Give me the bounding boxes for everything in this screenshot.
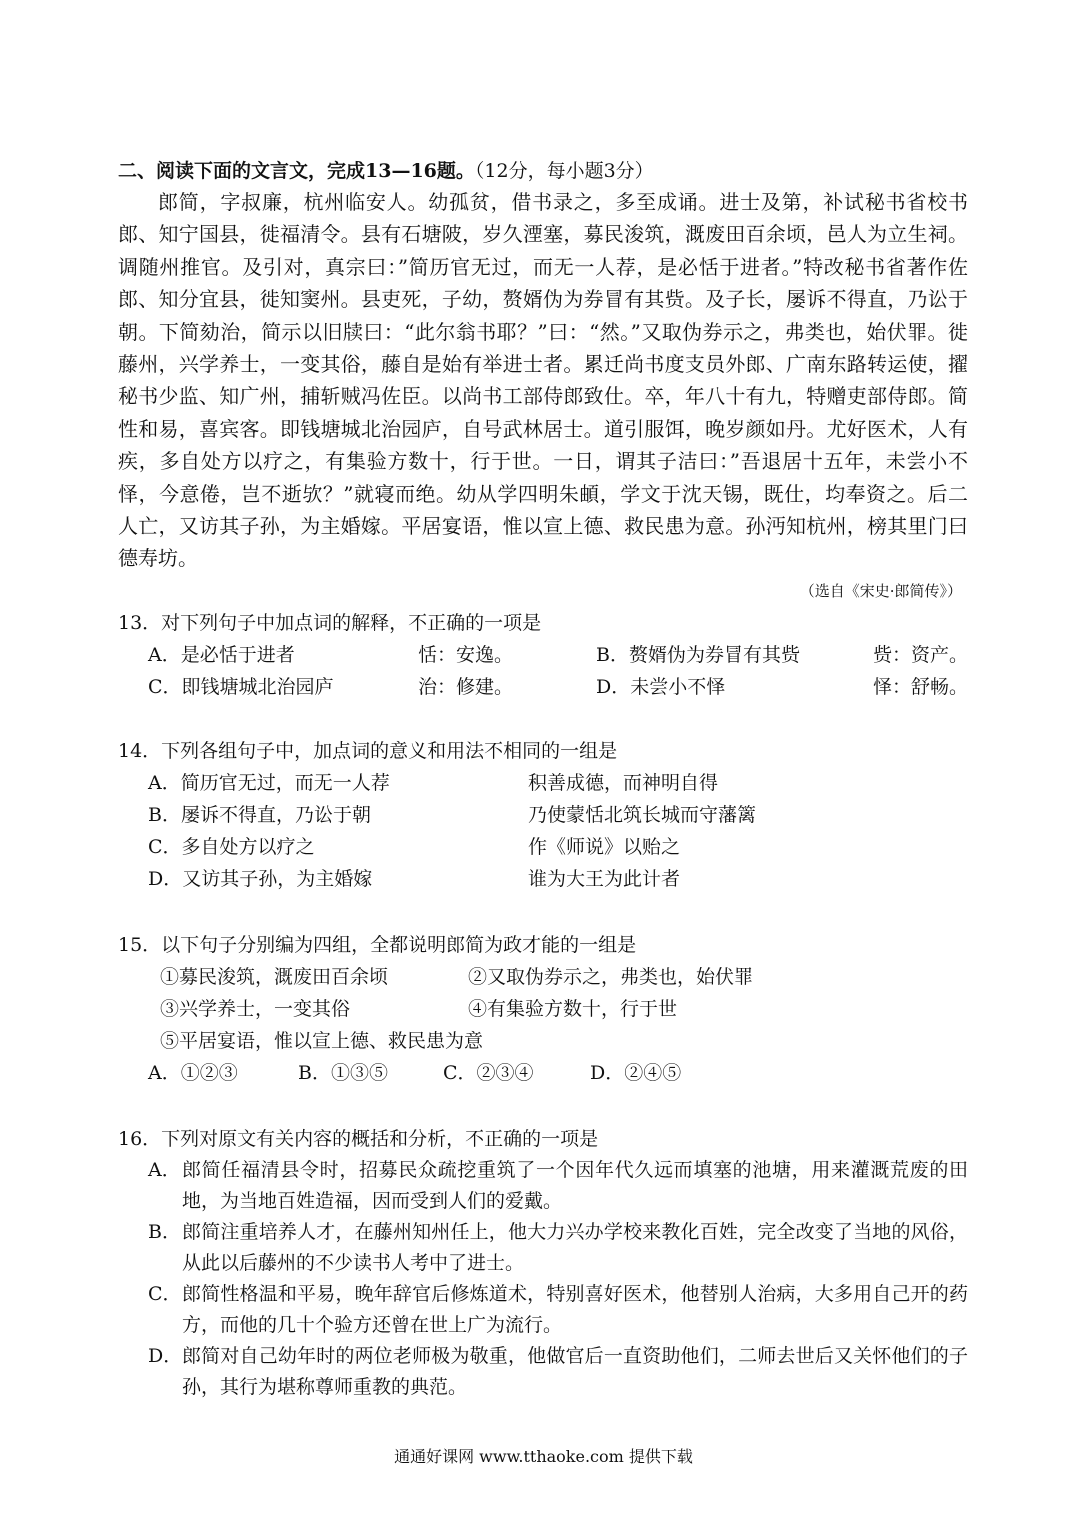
question-13-row-ab (118, 639, 978, 671)
question-15 (118, 929, 978, 1089)
section-title-note: （12分，每小题3分） (474, 160, 654, 182)
option-15a[interactable]: A．①②③ (148, 1062, 238, 1084)
statement-3: ③兴学养士，一变其俗 (160, 998, 351, 1020)
option-15c[interactable]: C．②③④ (443, 1062, 534, 1084)
question-14-stem: 14．下列各组句子中，加点词的意义和用法不相同的一组是 (118, 740, 618, 762)
statement-1: ①募民浚筑，溉废田百余顷 (160, 966, 389, 988)
option-15d[interactable]: D．②④⑤ (590, 1062, 682, 1084)
question-14-row-a[interactable] (118, 767, 978, 799)
question-15-items-12 (118, 961, 978, 993)
option-13b[interactable]: B．赘婿伪为券冒有其赀 (596, 644, 800, 666)
question-13 (118, 607, 978, 703)
option-13c-explanation: 治：修建。 (418, 676, 514, 698)
option-13d[interactable]: D．未尝小不怿 (596, 676, 726, 698)
option-14a-right: 积善成德，而神明自得 (528, 772, 719, 794)
option-14d-right: 谁为大王为此计者 (528, 868, 681, 890)
option-14b-left: B．屡诉不得直，乃讼于朝 (148, 804, 371, 826)
option-14b-right: 乃使蒙恬北筑长城而守藩篱 (528, 804, 757, 826)
question-15-stem: 15．以下句子分别编为四组，全都说明郎简为政才能的一组是 (118, 934, 637, 956)
option-13a[interactable]: A．是必恬于进者 (148, 644, 295, 666)
option-14a-left: A．简历官无过，而无一人荐 (148, 772, 390, 794)
page-footer: 通通好课网 www.tthaoke.com 提供下载 (394, 1447, 693, 1466)
option-16b-text: 郎简注重培养人才，在藤州知州任上，他大力兴办学校来教化百姓，完全改变了当地的风俗，从此以后藤州的不少读书人考中了进士。 (182, 1221, 968, 1274)
statement-4: ④有集验方数十，行于世 (468, 998, 678, 1020)
question-16-stem: 16．下列对原文有关内容的概括和分析，不正确的一项是 (118, 1128, 599, 1150)
question-13-row-cd (118, 671, 978, 703)
question-14-row-b[interactable] (118, 799, 978, 831)
option-13c[interactable]: C．即钱塘城北治园庐 (148, 676, 334, 698)
option-16c[interactable] (118, 1279, 968, 1341)
option-14c-left: C．多自处方以疗之 (148, 836, 315, 858)
option-16c-text: 郎简性格温和平易，晚年辞官后修炼道术，特别喜好医术，他替别人治病，大多用自己开的药方，而他的几十个验方还曾在世上广为流行。 (182, 1283, 968, 1336)
option-16d-text: 郎简对自己幼年时的两位老师极为敬重，他做官后一直资助他们，二师去世后又关怀他们的子孙，其行为堪称尊师重教的典范。 (182, 1345, 968, 1398)
option-15b[interactable]: B．①③⑤ (298, 1062, 388, 1084)
question-14 (118, 735, 978, 895)
option-16b[interactable] (118, 1217, 968, 1279)
question-14-row-c[interactable] (118, 831, 978, 863)
option-13d-explanation: 怿：舒畅。 (873, 676, 969, 698)
passage-source: （选自《宋史·郎简传》） (799, 582, 962, 600)
section-title-main: 二、阅读下面的文言文，完成13—16题。 (118, 160, 475, 182)
question-13-stem: 13．对下列句子中加点词的解释，不正确的一项是 (118, 612, 542, 634)
section-title (118, 156, 654, 183)
classical-passage (118, 186, 968, 575)
question-15-items-34 (118, 993, 978, 1025)
question-16 (118, 1123, 968, 1403)
option-13b-explanation: 赀：资产。 (873, 644, 969, 666)
passage-text: 郎简，字叔廉，杭州临安人。幼孤贫，借书录之，多至成诵。进士及第，补试秘书省校书郎、知宁国县，徙福清令。县有石塘陂，岁久湮塞，募民浚筑，溉废田百余顷，邑人为立生祠。调随州推官。及引对，真宗曰：”简历官无过，而无一人荐，是必恬于进者。”特改秘书省著作佐郎、知分宜县，徙知窦州。县吏死，子幼，赘婿伪为券冒有其赀。及子长，屡诉不得直，乃讼于朝。下简劾治，简示以旧牍曰：“此尔翁书耶？”曰：“然。”又取伪券示之，弗类也，始伏罪。徙藤州，兴学养士，一变其俗，藤自是始有举进士者。累迁尚书度支员外郎、广南东路转运使，擢秘书少监、知广州，捕斩贼冯佐臣。以尚书工部侍郎致仕。卒，年八十有九，特赠吏部侍郎。简性和易，喜宾客。即钱塘城北治园庐，自号武林居士。道引服饵，晚岁颜如丹。尤好医术，人有疾，多自处方以疗之，有集验方数十，行于世。一日，谓其子洁曰：”吾退居十五年，未尝小不怿，今意倦，岂不逝欤？”就寝而绝。幼从学四明朱頔，学文于沈天锡，既仕，均奉资之。后二人亡，又访其子孙，为主婚嫁。平居宴语，惟以宣上德、救民患为意。孙沔知杭州，榜其里门曰德寿坊。 (118, 190, 968, 571)
question-15-options (118, 1057, 978, 1089)
option-16d-label: D． (148, 1345, 183, 1367)
option-16c-label: C． (148, 1283, 182, 1305)
question-14-row-d[interactable] (118, 863, 978, 895)
option-16b-label: B． (148, 1221, 181, 1243)
option-16a[interactable] (118, 1155, 968, 1217)
option-14c-right: 作《师说》以贻之 (528, 836, 681, 858)
question-15-items-5 (118, 1025, 978, 1057)
option-16d[interactable] (118, 1341, 968, 1403)
option-14d-left: D．又访其子孙，为主婚嫁 (148, 868, 373, 890)
option-16a-text: 郎简任福清县令时，招募民众疏挖重筑了一个因年代久远而填塞的池塘，用来灌溉荒废的田地，为当地百姓造福，因而受到人们的爱戴。 (182, 1159, 968, 1212)
option-13a-explanation: 恬：安逸。 (418, 644, 514, 666)
statement-2: ②又取伪券示之，弗类也，始伏罪 (468, 966, 754, 988)
statement-5: ⑤平居宴语，惟以宣上德、救民患为意 (160, 1030, 484, 1052)
option-16a-label: A． (148, 1159, 181, 1181)
